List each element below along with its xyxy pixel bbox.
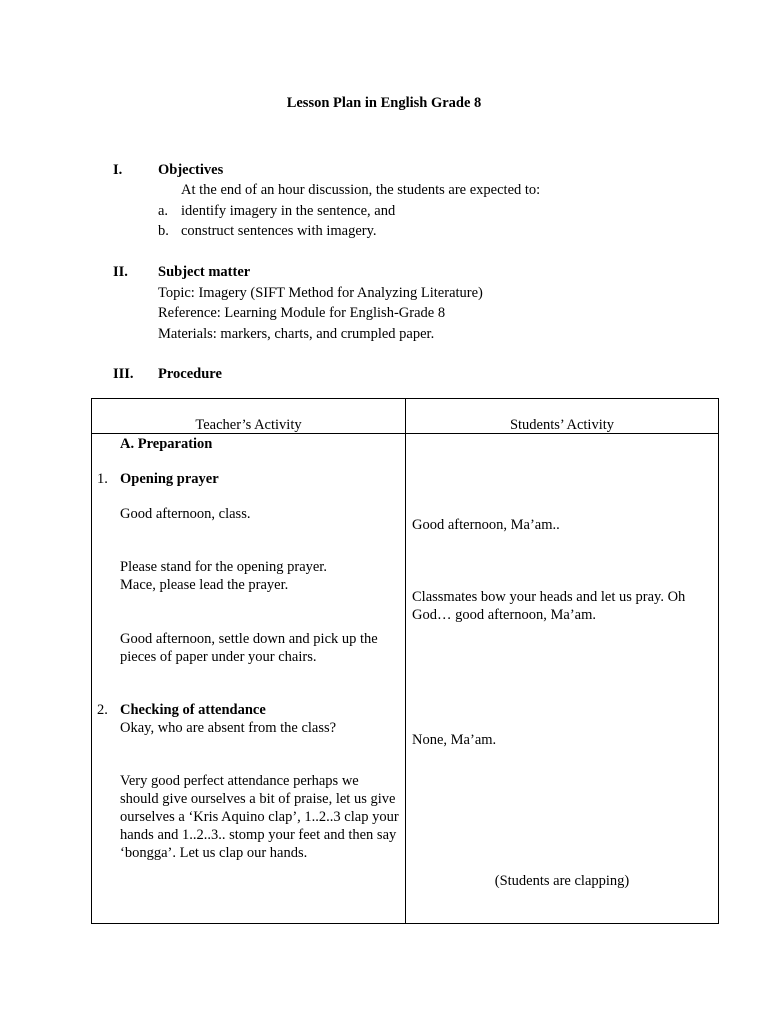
document-title: Lesson Plan in English Grade 8 (286, 95, 482, 111)
students-attendance-answer: None, Ma’am. (412, 732, 497, 748)
objective-a-text: identify imagery in the sentence, and (181, 203, 396, 219)
teacher-attendance-question: Okay, who are absent from the class? (120, 720, 337, 736)
subject-materials: Materials: markers, charts, and crumpled paper. (158, 326, 435, 342)
subject-reference: Reference: Learning Module for English-Grade 8 (158, 305, 446, 321)
subject-topic: Topic: Imagery (SIFT Method for Analyzing Literature) (158, 285, 483, 301)
table-column-divider (405, 399, 406, 923)
header-teacher-activity: Teacher’s Activity (195, 417, 302, 433)
section-1-numeral: I. (113, 162, 123, 178)
item-2-number: 2. (97, 702, 108, 718)
objective-b-marker: b. (158, 223, 169, 239)
teacher-greeting: Good afternoon, class. (120, 506, 251, 522)
students-greeting: Good afternoon, Ma’am.. (412, 517, 560, 533)
objectives-intro: At the end of an hour discussion, the students are expected to: (181, 182, 541, 198)
objective-b-text: construct sentences with imagery. (181, 223, 377, 239)
students-prayer: Classmates bow your heads and let us pray. Oh God… good afternoon, Ma’am. (412, 589, 686, 623)
section-2-heading: Subject matter (158, 264, 251, 280)
header-students-activity: Students’ Activity (509, 417, 615, 433)
subsection-preparation: A. Preparation (120, 436, 213, 452)
section-3-numeral: III. (113, 366, 134, 382)
teacher-settle-down: Good afternoon, settle down and pick up the pieces of paper under your chairs. (120, 631, 378, 665)
students-clapping: (Students are clapping) (494, 873, 630, 889)
procedure-table (91, 398, 719, 924)
objective-a-marker: a. (158, 203, 169, 219)
teacher-prayer-line-2: Mace, please lead the prayer. (120, 577, 289, 593)
item-1-number: 1. (97, 471, 108, 487)
item-2-title: Checking of attendance (120, 702, 266, 718)
teacher-prayer-line-1: Please stand for the opening prayer. (120, 559, 327, 575)
section-2-numeral: II. (113, 264, 128, 280)
teacher-praise: Very good perfect attendance perhaps we should give ourselves a bit of praise, let us give ourselves a ‘Kris Aquino clap’, 1..2..3 clap your hands and 1..2..3.. stomp your feet and then say ‘bongga’. Let us clap our hands. (120, 773, 399, 861)
section-1-heading: Objectives (158, 162, 224, 178)
section-3-heading: Procedure (158, 366, 222, 382)
item-1-title: Opening prayer (120, 471, 219, 487)
